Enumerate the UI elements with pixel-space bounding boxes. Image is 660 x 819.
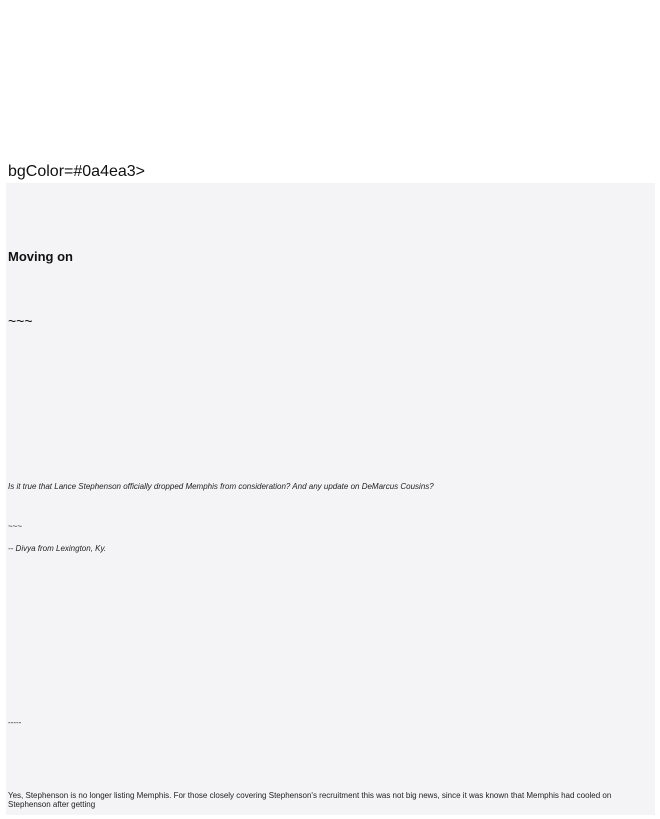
separator-small: ~~~: [8, 522, 23, 531]
dash-divider: -----: [8, 718, 22, 727]
article-panel: [6, 183, 655, 815]
stray-markup-text: bgColor=#0a4ea3>: [8, 163, 146, 180]
answer-text: Yes, Stephenson is no longer listing Memphis. For those closely covering Stephenson's recruitment this was not big news, since it was known that Memphis had cooled on Stephenson after getting: [8, 791, 612, 809]
article-headline: Moving on: [8, 249, 73, 264]
reader-question: Is it true that Lance Stephenson officially dropped Memphis from consideration? And any update on DeMarcus Cousins?: [8, 482, 434, 491]
separator-large: ~~~: [8, 313, 33, 329]
question-signature: -- Divya from Lexington, Ky.: [8, 544, 107, 553]
